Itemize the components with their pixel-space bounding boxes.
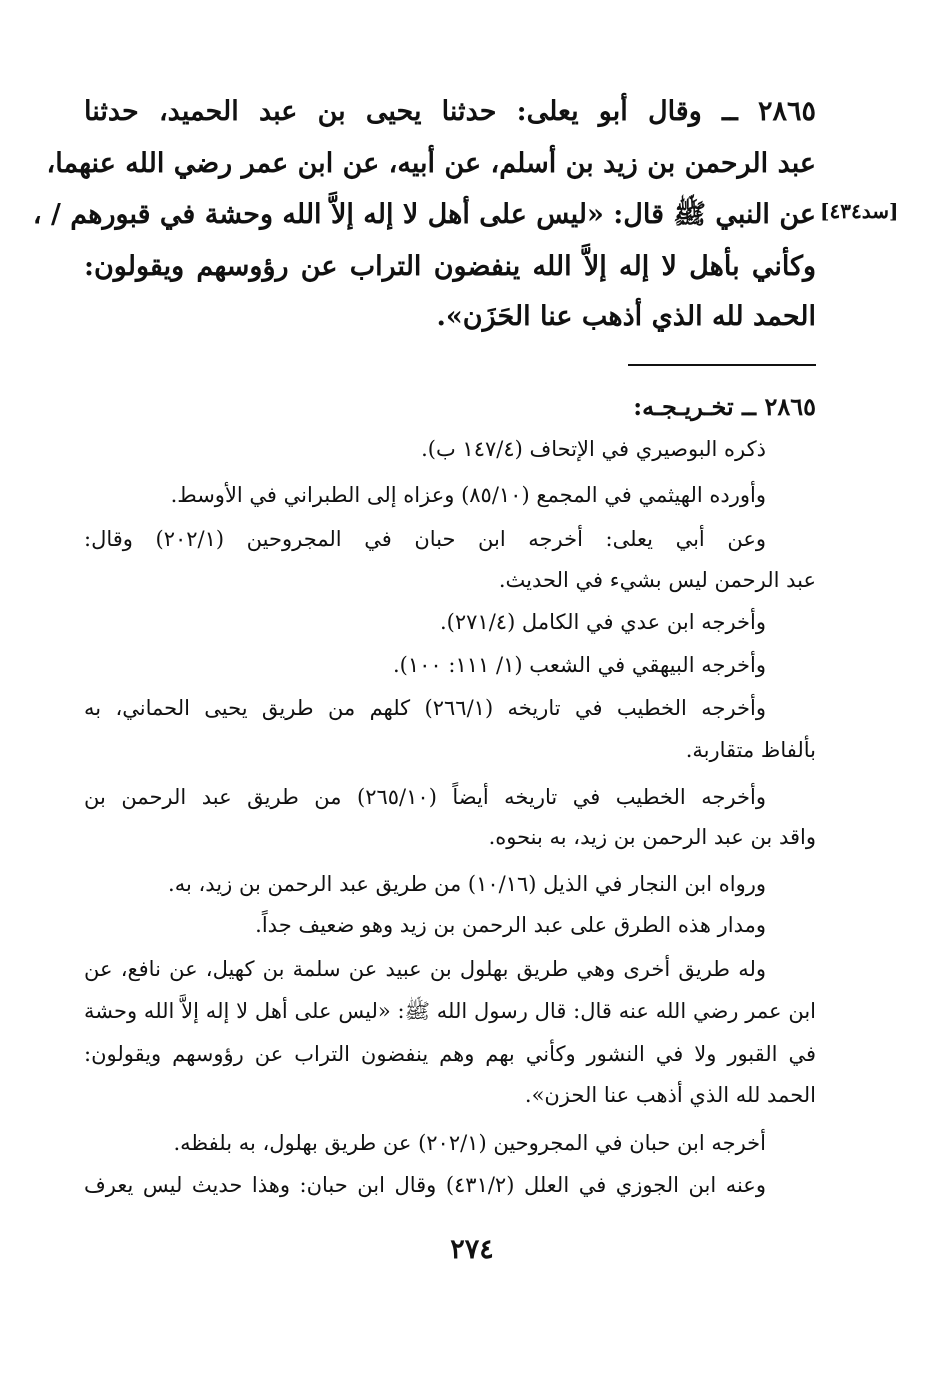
- takhrij-line: وأخرجه الخطيب في تاريخه (٢٦٦/١) كلهم من طريق يحيى الحماني، به: [84, 696, 766, 720]
- takhrij-heading: ٢٨٦٥ ــ تخـريـجـه:: [633, 392, 816, 421]
- hadith-line-5: الحمد لله الذي أذهب عنا الحَزَن».: [436, 301, 816, 332]
- takhrij-line: وأخرجه الخطيب في تاريخه أيضاً (٢٦٥/١٠) من طريق عبد الرحمن بن: [84, 785, 766, 809]
- takhrij-line: عبد الرحمن ليس بشيء في الحديث.: [498, 568, 816, 592]
- takhrij-line: ورواه ابن النجار في الذيل (١٠/١٦) من طريق عبد الرحمن بن زيد، به.: [168, 872, 766, 896]
- margin-reference: [سد٤٣٤]: [820, 199, 899, 223]
- takhrij-line: وله طريق أخرى وهي طريق بهلول بن عبيد عن سلمة بن كهيل، عن نافع، عن: [84, 957, 766, 981]
- page-number: ٢٧٤: [450, 1234, 494, 1265]
- footnote-separator: [628, 364, 816, 366]
- takhrij-line: بألفاظ متقاربة.: [685, 738, 816, 762]
- hadith-line-4: وكأني بأهل لا إله إلاَّ الله ينفضون التراب عن رؤوسهم ويقولون:: [84, 251, 816, 282]
- hadith-line-1: ٢٨٦٥ ــ وقال أبو يعلى: حدثنا يحيى بن عبد الحميد، حدثنا: [84, 96, 816, 127]
- takhrij-line: ذكره البوصيري في الإتحاف (١٤٧/٤ ب).: [421, 437, 766, 461]
- takhrij-line: الحمد لله الذي أذهب عنا الحزن».: [524, 1083, 816, 1107]
- hadith-line-3: عن النبي ﷺ قال: «ليس على أهل لا إله إلاَّ الله وحشة في قبورهم / ،: [32, 199, 816, 230]
- takhrij-line: واقد بن عبد الرحمن بن زيد، به بنحوه.: [488, 825, 816, 849]
- hadith-line-2: عبد الرحمن بن زيد بن أسلم، عن أبيه، عن ابن عمر رضي الله عنهما،: [46, 148, 816, 179]
- takhrij-line: وأخرجه ابن عدي في الكامل (٢٧١/٤).: [439, 610, 766, 634]
- takhrij-line: وعن أبي يعلى: أخرجه ابن حبان في المجروحين (٢٠٢/١) وقال:: [84, 527, 766, 551]
- takhrij-line: وعنه ابن الجوزي في العلل (٤٣١/٢) وقال ابن حبان: وهذا حديث ليس يعرف: [84, 1173, 766, 1197]
- takhrij-line: في القبور ولا في النشور وكأني بهم وهم ينفضون التراب عن رؤوسهم ويقولون:: [84, 1042, 816, 1066]
- takhrij-line: أخرجه ابن حبان في المجروحين (٢٠٢/١) عن طريق بهلول، به بلفظه.: [173, 1131, 766, 1155]
- takhrij-line: وأورده الهيثمي في المجمع (٨٥/١٠) وعزاه إلى الطبراني في الأوسط.: [170, 483, 766, 507]
- takhrij-line: ومدار هذه الطرق على عبد الرحمن بن زيد وهو ضعيف جداً.: [255, 913, 766, 937]
- takhrij-line: ابن عمر رضي الله عنه قال: قال رسول الله ﷺ: «ليس على أهل لا إله إلاَّ الله وحشة: [84, 999, 816, 1023]
- takhrij-line: وأخرجه البيهقي في الشعب (١/ ١١١: ١٠٠).: [392, 653, 766, 677]
